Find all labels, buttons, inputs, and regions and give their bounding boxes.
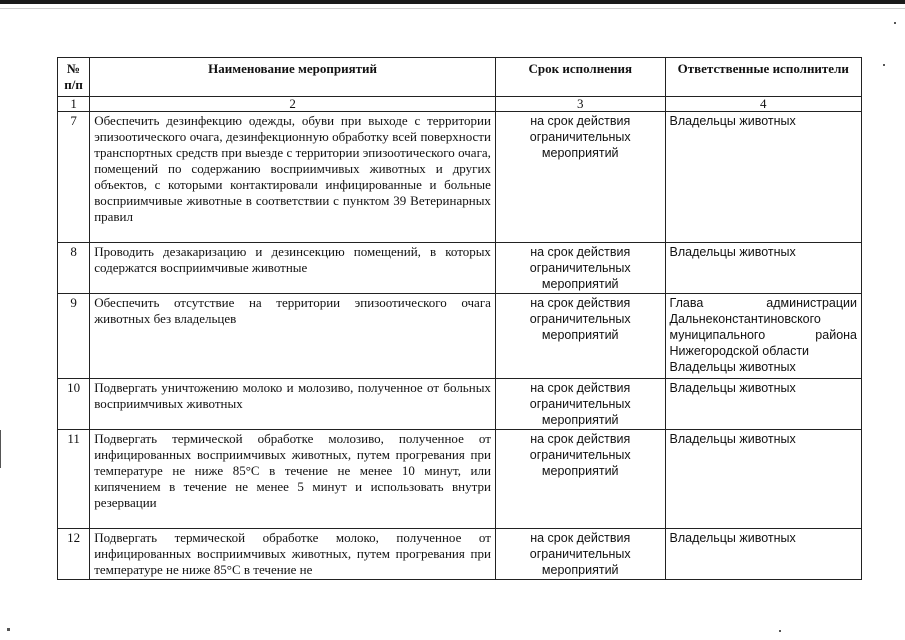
measure-name: Подвергать термической обработке молозиво, полученное от инфицированных восприимчивых животных, путем прогревания при температуре не ниже 85°С в течение не менее 10 минут, или кипячением в течение не менее 5 минут и использовать внутри резервации [90, 430, 496, 529]
scan-speck [894, 22, 896, 24]
measure-responsible [665, 379, 861, 430]
measure-responsible [665, 243, 861, 294]
row-number: 9 [58, 294, 90, 379]
column-index-row [58, 97, 862, 112]
header-row [58, 58, 862, 97]
responsible-line: Владельцы животных [669, 360, 796, 374]
index-cell: 4 [665, 97, 861, 112]
scan-margin-line [0, 430, 1, 468]
measure-responsible [665, 112, 861, 243]
measure-term: на срок действия ограничительных мероприятий [495, 529, 665, 580]
row-number: 8 [58, 243, 90, 294]
measure-name: Проводить дезакаризацию и дезинсекцию помещений, в которых содержатся восприимчивые животные [90, 243, 496, 294]
row-number: 7 [58, 112, 90, 243]
index-cell: 1 [58, 97, 90, 112]
measure-responsible [665, 430, 861, 529]
responsible-line: Владельцы животных [669, 245, 796, 259]
scan-speck [883, 64, 885, 66]
row-number: 11 [58, 430, 90, 529]
measures-table [57, 57, 862, 580]
header-resp: Ответственные исполнители [665, 58, 861, 97]
index-cell: 2 [90, 97, 496, 112]
scan-top-line [0, 8, 905, 9]
header-term: Срок исполнения [495, 58, 665, 97]
responsible-line: Владельцы животных [669, 381, 796, 395]
measure-name: Обеспечить дезинфекцию одежды, обуви при выходе с территории эпизоотического очага, дезинфекционную обработку всей поверхности транспортных средств при выезде с территории эпизоотического очага, помещений по содержанию восприимчивых животных и других объектов, с которыми контактировали инфицированные и больные восприимчивые животные в соответствии с пунктом 39 Ветеринарных правил [90, 112, 496, 243]
table-row [58, 243, 862, 294]
measure-name: Подвергать термической обработке молоко, полученное от инфицированных восприимчивых животных, путем прогревания при температуре не ниже 85°С в течение не [90, 529, 496, 580]
measure-name: Обеспечить отсутствие на территории эпизоотического очага животных без владельцев [90, 294, 496, 379]
table-row [58, 529, 862, 580]
measure-term: на срок действия ограничительных мероприятий [495, 430, 665, 529]
measure-term: на срок действия ограничительных мероприятий [495, 379, 665, 430]
scan-speck [779, 630, 781, 632]
responsible-line: Глава администрации [669, 296, 857, 310]
measure-term: на срок действия ограничительных мероприятий [495, 294, 665, 379]
table-row [58, 294, 862, 379]
table-row [58, 112, 862, 243]
responsible-line: Владельцы животных [669, 432, 796, 446]
measure-term: на срок действия ограничительных мероприятий [495, 243, 665, 294]
measure-name: Подвергать уничтожению молоко и молозиво, полученное от больных восприимчивых животных [90, 379, 496, 430]
responsible-line: Нижегородской области [669, 344, 810, 358]
measure-responsible [665, 294, 861, 379]
responsible-line: Владельцы животных [669, 114, 796, 128]
responsible-line: Дальнеконстантиновского [669, 312, 821, 326]
row-number: 12 [58, 529, 90, 580]
measure-term: на срок действия ограничительных мероприятий [495, 112, 665, 243]
header-name: Наименование мероприятий [90, 58, 496, 97]
table-row [58, 430, 862, 529]
responsible-line: муниципального района [669, 328, 857, 342]
index-cell: 3 [495, 97, 665, 112]
measure-responsible [665, 529, 861, 580]
row-number: 10 [58, 379, 90, 430]
header-num: № п/п [58, 58, 90, 97]
scan-top-border [0, 0, 905, 4]
table-row [58, 379, 862, 430]
responsible-line: Владельцы животных [669, 531, 796, 545]
scan-speck [7, 628, 10, 631]
